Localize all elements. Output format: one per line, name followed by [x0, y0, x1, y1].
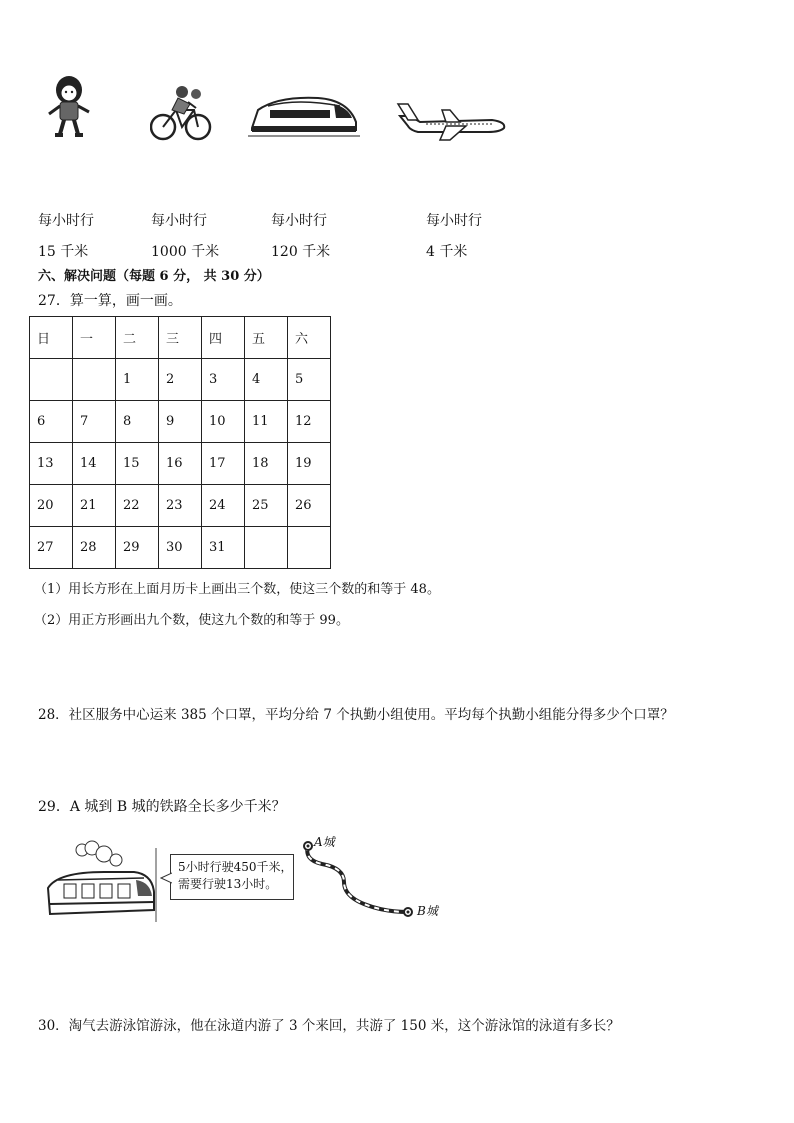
calendar-day-cell: 18 [245, 443, 288, 485]
question-30-text: 30．淘气去游泳馆游泳，他在泳道内游了 3 个来回，共游了 150 米，这个游泳馆的泳道有多长？ [38, 1018, 620, 1034]
calendar-day-cell: 17 [202, 443, 245, 485]
calendar-day-cell: 21 [73, 485, 116, 527]
calendar-day-cell: 10 [202, 401, 245, 443]
calendar-day-cell: 31 [202, 527, 245, 569]
calendar-table [29, 316, 331, 569]
steam-train-icon [44, 838, 162, 922]
calendar-day-cell: 30 [159, 527, 202, 569]
calendar-weekday-cell: 一 [73, 317, 116, 359]
question-27-title: 27．算一算，画一画。 [38, 293, 182, 309]
calendar-day-cell: 16 [159, 443, 202, 485]
calendar-day-cell: 26 [288, 485, 331, 527]
calendar-day-cell: 15 [116, 443, 159, 485]
speech-bubble [170, 854, 294, 900]
section-6-heading: 六、解决问题（每题 6 分， 共 30 分） [38, 269, 270, 284]
speed-label-4-line1: 每小时行 [426, 213, 482, 229]
calendar-weekday-cell: 三 [159, 317, 202, 359]
question-27-part-2: （2）用正方形画出九个数，使这九个数的和等于 99。 [34, 613, 349, 628]
airplane-icon [396, 100, 508, 142]
speed-label-1-line1: 每小时行 [38, 213, 94, 229]
speed-label-2-line1: 每小时行 [151, 213, 207, 229]
calendar-day-cell: 9 [159, 401, 202, 443]
speed-label-4-line2: 4 千米 [426, 244, 468, 260]
calendar-day-cell: 22 [116, 485, 159, 527]
calendar-day-cell: 5 [288, 359, 331, 401]
calendar-day-cell [245, 527, 288, 569]
calendar-day-cell: 6 [30, 401, 73, 443]
calendar-weekday-cell: 四 [202, 317, 245, 359]
calendar-day-cell [30, 359, 73, 401]
calendar-day-cell: 27 [30, 527, 73, 569]
calendar-day-cell: 29 [116, 527, 159, 569]
speed-label-3-line2: 120 千米 [271, 244, 331, 260]
calendar-weekday-cell: 日 [30, 317, 73, 359]
calendar-day-cell: 3 [202, 359, 245, 401]
calendar-week-row [30, 485, 331, 527]
calendar-header-row [30, 317, 331, 359]
calendar-day-cell: 23 [159, 485, 202, 527]
calendar-day-cell: 19 [288, 443, 331, 485]
question-27-part-1: （1）用长方形在上面月历卡上画出三个数，使这三个数的和等于 48。 [34, 582, 440, 597]
speed-label-2-line2: 1000 千米 [151, 244, 220, 260]
calendar-day-cell: 13 [30, 443, 73, 485]
calendar-week-row [30, 443, 331, 485]
calendar-day-cell: 1 [116, 359, 159, 401]
speech-pointer [160, 872, 172, 884]
walking-child-icon [44, 74, 94, 140]
question-29-text: 29．A 城到 B 城的铁路全长多少千米？ [38, 799, 286, 815]
calendar-day-cell: 25 [245, 485, 288, 527]
calendar-day-cell: 11 [245, 401, 288, 443]
calendar-day-cell: 7 [73, 401, 116, 443]
calendar-day-cell: 2 [159, 359, 202, 401]
calendar-weekday-cell: 五 [245, 317, 288, 359]
speech-line-2: 需要行驶13小时。 [178, 877, 278, 891]
calendar-day-cell [288, 527, 331, 569]
calendar-weekday-cell: 二 [116, 317, 159, 359]
calendar-week-row [30, 401, 331, 443]
calendar-day-cell: 28 [73, 527, 116, 569]
calendar-weekday-cell: 六 [288, 317, 331, 359]
cyclist-icon [150, 84, 212, 142]
calendar-day-cell [73, 359, 116, 401]
calendar-week-row [30, 527, 331, 569]
speech-line-1: 5小时行驶450千米， [178, 860, 293, 874]
calendar-day-cell: 24 [202, 485, 245, 527]
calendar-day-cell: 14 [73, 443, 116, 485]
high-speed-train-icon [248, 92, 360, 138]
calendar-day-cell: 4 [245, 359, 288, 401]
question-28-text: 28．社区服务中心运来 385 个口罩，平均分给 7 个执勤小组使用。平均每个执勤小组能分得多少个口罩？ [38, 707, 674, 723]
city-b-label: B城 [417, 904, 438, 918]
speed-label-1-line2: 15 千米 [38, 244, 89, 260]
calendar-day-cell: 8 [116, 401, 159, 443]
calendar-week-row [30, 359, 331, 401]
city-a-label: A城 [314, 835, 335, 849]
speed-label-3-line1: 每小时行 [271, 213, 327, 229]
calendar-day-cell: 12 [288, 401, 331, 443]
calendar-day-cell: 20 [30, 485, 73, 527]
